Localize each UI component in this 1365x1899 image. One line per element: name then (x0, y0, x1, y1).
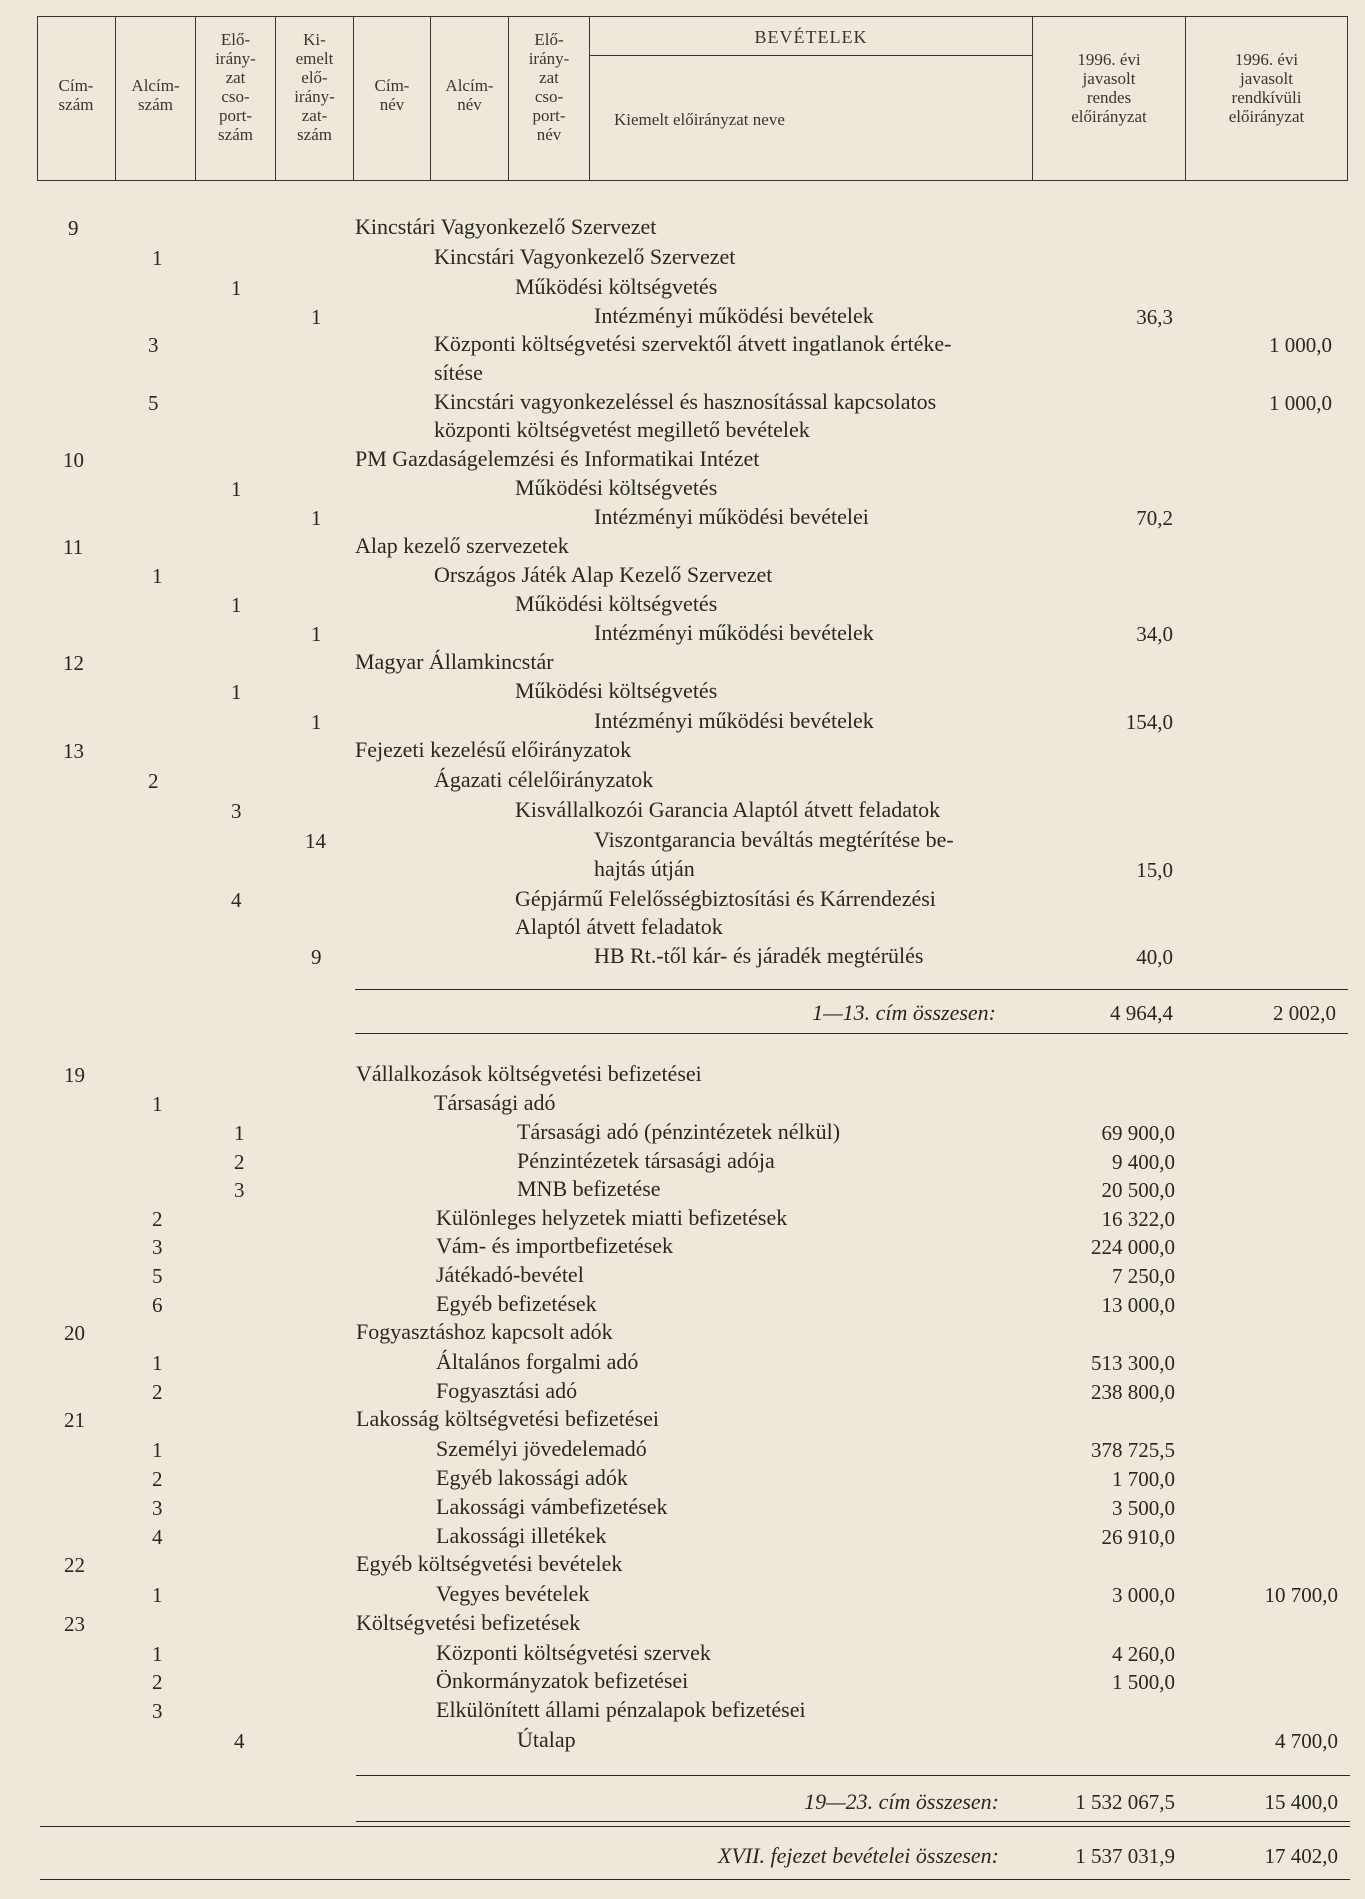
grand-total-rule-top (40, 1826, 1350, 1827)
col-rendkivuli (1186, 16, 1348, 181)
row-num: 21 (64, 1408, 85, 1432)
row-num: 23 (64, 1612, 85, 1636)
row-num: 1 (152, 1642, 163, 1666)
row-num: 14 (305, 829, 326, 853)
row-num: 1 (311, 710, 322, 734)
row-text: Különleges helyzetek miatti befizetések (436, 1205, 788, 1230)
row-rendes: 69 900,0 (1101, 1121, 1175, 1145)
row-num: 4 (234, 1729, 245, 1753)
header-cim-szam: Cím- szám (58, 76, 94, 114)
header-alcim-nev: Alcím- név (445, 76, 494, 114)
row-num: 3 (152, 1699, 163, 1723)
col-alcim-szam (116, 16, 196, 181)
row-text: Lakosság költségvetési befizetései (356, 1406, 660, 1431)
row-rendes: 1 500,0 (1112, 1670, 1175, 1694)
row-num: 4 (231, 888, 242, 912)
row-num: 2 (152, 1467, 163, 1491)
row-rendes: 40,0 (1136, 945, 1173, 969)
header-eloiranyzat-csoport-nev: Elő- irány- zat cso- port- név (528, 30, 570, 144)
header-divider (590, 55, 1032, 56)
grand-total-rule-bottom (40, 1879, 1350, 1880)
subtotal2-rule-top (356, 1775, 1350, 1776)
row-rendes: 3 000,0 (1112, 1583, 1175, 1607)
row-text: Intézményi működési bevételek (594, 303, 874, 328)
header-alcim-szam: Alcím- szám (131, 76, 180, 114)
row-text: Vám- és importbefizetések (436, 1233, 674, 1258)
row-text: Viszontgarancia beváltás megtérítése be- (594, 827, 954, 852)
row-rendkivuli: 4 700,0 (1275, 1729, 1338, 1753)
row-num: 22 (64, 1553, 85, 1577)
row-text: Gépjármű Felelősségbiztosítási és Kárrendezési (515, 886, 936, 911)
row-text: Fejezeti kezelésű előirányzatok (355, 737, 632, 762)
row-rendes: 13 000,0 (1101, 1293, 1175, 1317)
row-text: Egyéb befizetések (436, 1291, 597, 1316)
row-text: Személyi jövedelemadó (436, 1436, 647, 1461)
header-bevetelek: BEVÉTELEK (754, 27, 868, 47)
row-num: 13 (63, 739, 84, 763)
row-text: Útalap (517, 1727, 576, 1752)
row-rendes: 34,0 (1136, 622, 1173, 646)
row-num: 3 (152, 1496, 163, 1520)
row-text: Kisvállalkozói Garancia Alaptól átvett feladatok (515, 797, 941, 822)
row-text: Önkormányzatok befizetései (436, 1668, 689, 1693)
subtotal2-rendkivuli: 15 400,0 (1264, 1790, 1338, 1814)
row-text: Működési költségvetés (515, 475, 718, 500)
row-rendes: 7 250,0 (1112, 1264, 1175, 1288)
header-cim-nev: Cím- név (374, 76, 410, 114)
row-num: 2 (152, 1670, 163, 1694)
subtotal2-label: 19—23. cím összesen: (804, 1789, 999, 1814)
row-num: 1 (152, 564, 163, 588)
row-text: Intézményi működési bevételek (594, 620, 874, 645)
col-cim-nev (354, 16, 431, 181)
col-cim-szam (37, 16, 116, 181)
row-rendes: 224 000,0 (1091, 1235, 1175, 1259)
row-num: 5 (148, 391, 159, 415)
row-num: 12 (63, 651, 84, 675)
row-num: 1 (152, 246, 163, 270)
row-text: MNB befizetése (517, 1176, 661, 1201)
row-text: Magyar Államkincstár (355, 649, 554, 674)
subtotal-rendkivuli: 2 002,0 (1273, 1001, 1336, 1025)
row-num: 6 (152, 1293, 163, 1317)
row-text: Kincstári Vagyonkezelő Szervezet (434, 244, 736, 269)
row-text: Lakossági vámbefizetések (436, 1494, 668, 1519)
row-rendes: 16 322,0 (1101, 1207, 1175, 1231)
row-num: 1 (311, 506, 322, 530)
row-num: 1 (234, 1121, 245, 1145)
row-text: Költségvetési befizetések (356, 1610, 581, 1635)
row-text: Központi költségvetési szervektől átvett ingatlanok értéke- (434, 331, 952, 356)
subtotal2-rule-bottom (356, 1821, 1350, 1822)
row-rendkivuli: 10 700,0 (1264, 1583, 1338, 1607)
row-num: 1 (231, 276, 242, 300)
row-num: 10 (63, 448, 84, 472)
row-num: 2 (148, 769, 159, 793)
row-num: 1 (152, 1438, 163, 1462)
row-text: Működési költségvetés (515, 274, 718, 299)
row-num: 9 (68, 216, 79, 240)
row-num: 1 (231, 593, 242, 617)
row-text: Társasági adó (434, 1090, 556, 1115)
row-text-cont: hajtás útján (594, 856, 695, 881)
row-text: Vegyes bevételek (436, 1581, 590, 1606)
row-num: 3 (152, 1235, 163, 1259)
row-num: 1 (152, 1351, 163, 1375)
subtotal-label: 1—13. cím összesen: (812, 1000, 996, 1025)
row-text: HB Rt.-től kár- és járadék megtérülés (594, 943, 924, 968)
row-num: 3 (234, 1178, 245, 1202)
row-rendes: 36,3 (1136, 305, 1173, 329)
col-rendes (1033, 16, 1186, 181)
row-rendes: 20 500,0 (1101, 1178, 1175, 1202)
row-num: 1 (152, 1092, 163, 1116)
row-text: Országos Játék Alap Kezelő Szervezet (434, 562, 773, 587)
row-rendes: 3 500,0 (1112, 1496, 1175, 1520)
row-rendes: 1 700,0 (1112, 1467, 1175, 1491)
subtotal-rendes: 4 964,4 (1110, 1001, 1173, 1025)
row-rendes: 15,0 (1136, 858, 1173, 882)
row-text: Elkülönített állami pénzalapok befizetései (436, 1697, 806, 1722)
row-num: 3 (148, 333, 159, 357)
header-rendes: 1996. évi javasolt rendes előirányzat (1071, 50, 1147, 126)
header-rendkivuli: 1996. évi javasolt rendkívüli előirányzat (1228, 50, 1305, 126)
grand-total-label: XVII. fejezet bevételei összesen: (718, 1843, 999, 1868)
row-text: Működési költségvetés (515, 591, 718, 616)
row-rendes: 70,2 (1136, 506, 1173, 530)
row-num: 1 (311, 305, 322, 329)
row-num: 2 (234, 1150, 245, 1174)
row-num: 2 (152, 1380, 163, 1404)
row-num: 1 (231, 477, 242, 501)
row-num: 11 (63, 535, 84, 559)
grand-total-rendes: 1 537 031,9 (1075, 1844, 1175, 1868)
row-text: Társasági adó (pénzintézetek nélkül) (517, 1119, 841, 1144)
row-rendes: 26 910,0 (1101, 1525, 1175, 1549)
row-rendkivuli: 1 000,0 (1269, 391, 1332, 415)
subtotal-rule-bottom (355, 1033, 1348, 1034)
row-rendes: 378 725,5 (1091, 1438, 1175, 1462)
row-text: PM Gazdaságelemzési és Informatikai Intézet (355, 446, 760, 471)
header-kiemelt-eloiranyzat-neve: Kiemelt előirányzat neve (614, 110, 785, 129)
row-num: 3 (231, 799, 242, 823)
row-num: 5 (152, 1264, 163, 1288)
row-text: Lakossági illetékek (436, 1523, 607, 1548)
subtotal-rule-top (355, 989, 1348, 990)
header-kiemelt-eloiranyzat-szam: Ki- emelt elő- irány- zat- szám (294, 30, 335, 144)
row-num: 9 (311, 945, 322, 969)
row-rendes: 154,0 (1125, 710, 1173, 734)
col-eloiranyzat-csoport-szam (196, 16, 276, 181)
row-text: Központi költségvetési szervek (436, 1640, 711, 1665)
row-num: 4 (152, 1525, 163, 1549)
row-text: Fogyasztási adó (436, 1378, 578, 1403)
row-text: Működési költségvetés (515, 678, 718, 703)
row-text: Kincstári Vagyonkezelő Szervezet (355, 214, 657, 239)
row-text: Ágazati célelőirányzatok (434, 767, 654, 792)
col-eloiranyzat-csoport-nev (509, 16, 590, 181)
row-rendes: 238 800,0 (1091, 1380, 1175, 1404)
row-num: 2 (152, 1207, 163, 1231)
col-alcim-nev (431, 16, 509, 181)
row-rendes: 4 260,0 (1112, 1642, 1175, 1666)
row-rendes: 9 400,0 (1112, 1150, 1175, 1174)
row-text: Egyéb lakossági adók (436, 1465, 628, 1490)
row-text: Pénzintézetek társasági adója (517, 1148, 775, 1173)
row-num: 1 (231, 680, 242, 704)
row-num: 1 (311, 622, 322, 646)
row-text: Intézményi működési bevételek (594, 708, 874, 733)
row-rendkivuli: 1 000,0 (1269, 333, 1332, 357)
row-num: 19 (64, 1063, 85, 1087)
row-text: Alap kezelő szervezetek (355, 533, 569, 558)
row-num: 20 (64, 1321, 85, 1345)
row-text: Intézményi működési bevételei (594, 504, 869, 529)
row-rendes: 513 300,0 (1091, 1351, 1175, 1375)
grand-total-rendkivuli: 17 402,0 (1264, 1844, 1338, 1868)
row-text-cont: központi költségvetést megillető bevételek (434, 417, 810, 442)
col-kiemelt-eloiranyzat-szam (276, 16, 354, 181)
row-text: Általános forgalmi adó (436, 1349, 639, 1374)
row-text: Kincstári vagyonkezeléssel és hasznosítással kapcsolatos (434, 389, 937, 414)
col-kiemelt-eloiranyzat-neve (590, 16, 1033, 181)
header-eloiranyzat-csoport-szam: Elő- irány- zat cso- port- szám (215, 30, 256, 144)
row-text-cont: sítése (434, 360, 483, 385)
row-text: Vállalkozások költségvetési befizetései (356, 1061, 702, 1086)
row-text: Játékadó-bevétel (436, 1262, 584, 1287)
row-text: Fogyasztáshoz kapcsolt adók (356, 1319, 613, 1344)
subtotal2-rendes: 1 532 067,5 (1075, 1790, 1175, 1814)
row-num: 1 (152, 1583, 163, 1607)
row-text-cont: Alaptól átvett feladatok (515, 914, 723, 939)
row-text: Egyéb költségvetési bevételek (356, 1551, 623, 1576)
